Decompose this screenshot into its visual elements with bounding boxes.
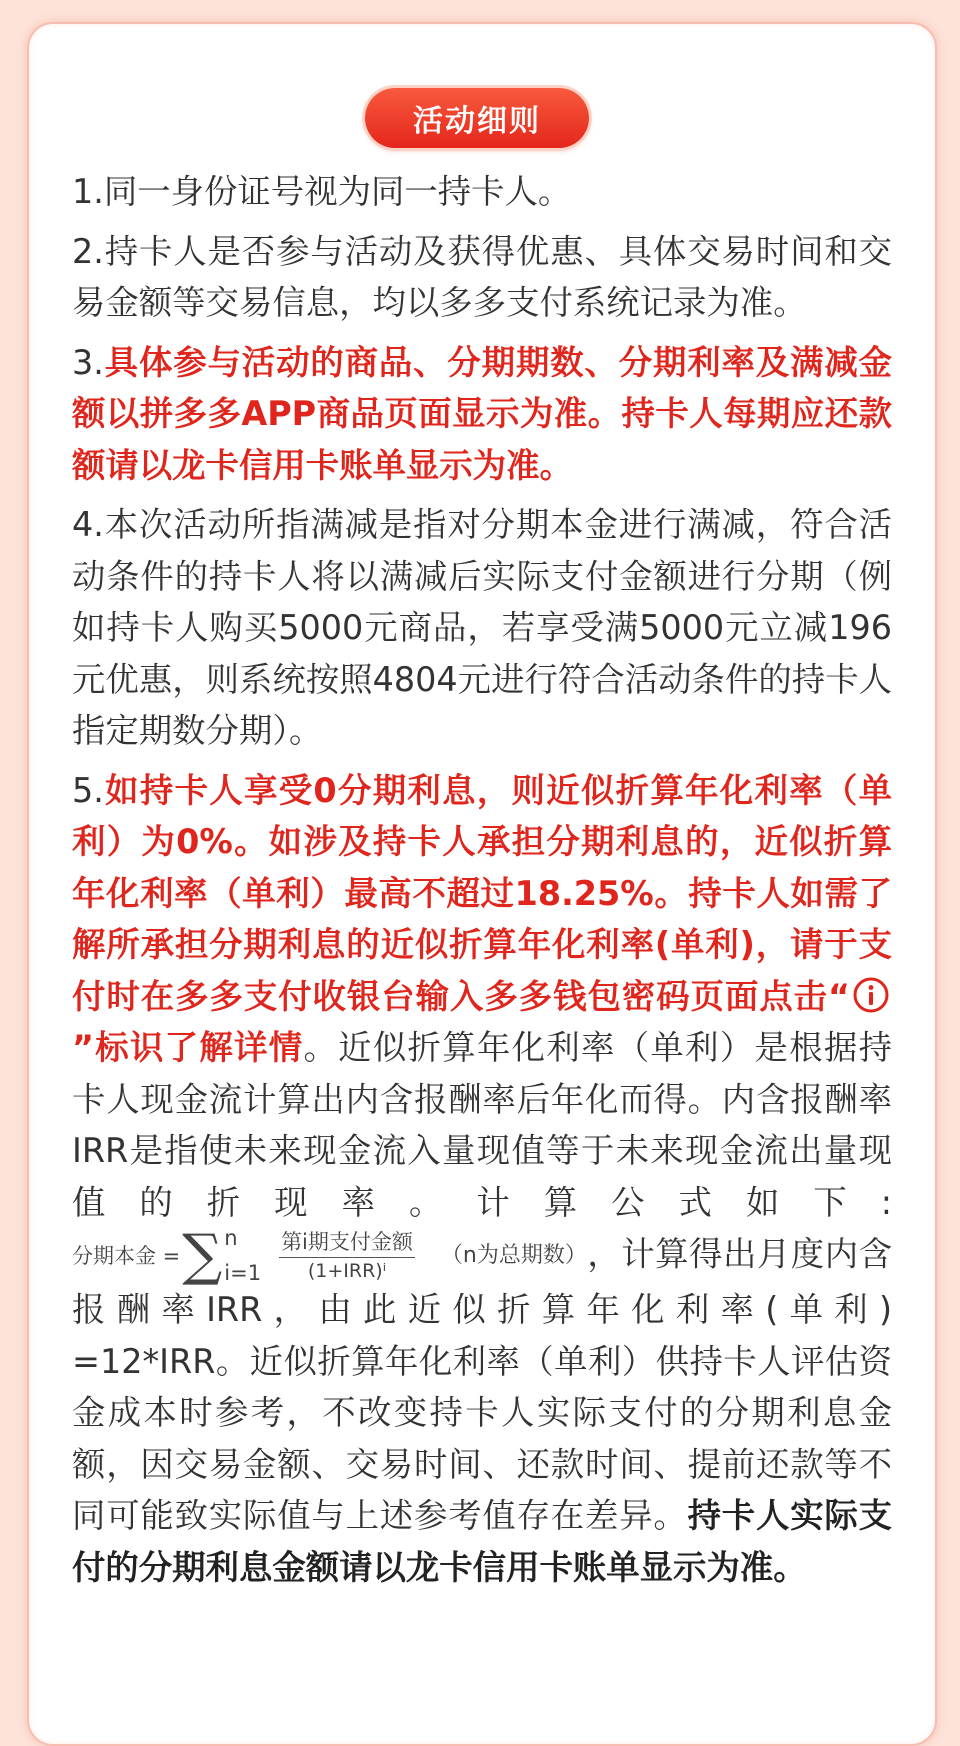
rule-5-number: 5. xyxy=(72,770,104,810)
rule-2: 2.持卡人是否参与活动及获得优惠、具体交易时间和交易金额等交易信息，均以多多支付系统记录为准。 xyxy=(72,231,892,322)
formula-lower: i=1 xyxy=(224,1261,262,1285)
formula-note: （n为总期数） xyxy=(440,1243,587,1268)
formula-sigma: ∑ xyxy=(182,1223,223,1288)
formula-denominator: (1+IRR)ⁱ xyxy=(307,1259,387,1282)
formula-numerator: 第i期支付金额 xyxy=(279,1232,415,1258)
rule-3-highlight: 具体参与活动的商品、分期期数、分期利率及满减金额以拼多多APP商品页面显示为准。持卡人每期应还款额请以龙卡信用卡账单显示为准。 xyxy=(72,342,892,485)
formula-fraction xyxy=(279,1229,415,1282)
irr-formula xyxy=(72,1223,587,1288)
rule-3 xyxy=(72,337,892,492)
rule-5-text-a: 。近似折算年化利率（单利）是根据持卡人现金流计算出内含报酬率后年化而得。内含报酬率IRR是指使未来现金流入量现值等于未来现金流出量现值的折现率。计算公式如下: xyxy=(72,1028,893,1222)
formula-upper: n xyxy=(224,1226,238,1250)
rule-5-highlight-b: ”标识了解详情 xyxy=(72,1028,304,1067)
rule-5-highlight-a: 如持卡人享受0分期利息，则近似折算年化利率（单利）为0%。如涉及持卡人承担分期利息的，近似折算年化利率（单利）最高不超过18.25%。持卡人如需了解所承担分期利息的近似折算年化利率(单利)，请于支付时在多多支付收银台输入多多钱包密码页面点击“ xyxy=(72,770,892,1016)
formula-lhs: 分期本金 = xyxy=(72,1243,181,1268)
info-circle-icon xyxy=(852,976,890,1014)
formula-sum xyxy=(182,1223,262,1288)
rule-4: 4.本次活动所指满减是指对分期本金进行满减，符合活动条件的持卡人将以满减后实际支付金额进行分期（例如持卡人购买5000元商品，若享受满5000元立减196元优惠，则系统按照4804元进行符合活动条件的持卡人指定期数分期）。 xyxy=(72,505,892,750)
rules-title: 活动细则 xyxy=(365,88,589,148)
rules-body xyxy=(72,166,926,1601)
rule-1: 1.同一身份证号视为同一持卡人。 xyxy=(72,172,572,211)
rule-3-number: 3. xyxy=(72,342,104,382)
rule-5 xyxy=(72,765,926,1594)
rule-5-text-b: ，计算得出月度内含报酬率IRR，由此近似折算年化利率(单利) =12*IRR。近似折算年化利率（单利）供持卡人评估资金成本时参考，不改变持卡人实际支付的分期利息金额，因交易金额、交易时间、还款时间、提前还款等不同可能致实际值与上述参考值存在差异。 xyxy=(72,1234,926,1535)
rule-5-bold: 持卡人实际支付的分期利息金额请以龙卡信用卡账单显示为准。 xyxy=(72,1496,893,1587)
formula-limits xyxy=(224,1228,261,1284)
